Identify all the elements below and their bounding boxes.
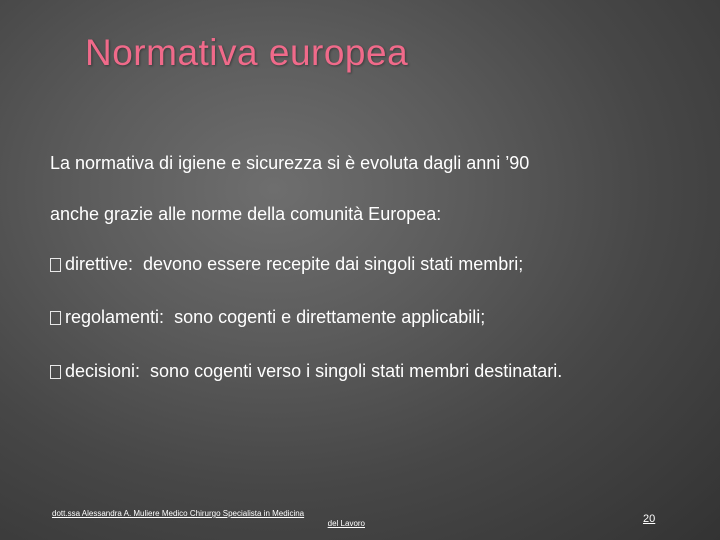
footer-line-2: del Lavoro bbox=[327, 519, 365, 528]
bullet-box-icon bbox=[50, 258, 61, 272]
slide-title: Normativa europea bbox=[85, 32, 409, 73]
footer-author-link[interactable] bbox=[52, 509, 365, 529]
bullet-item-decisioni bbox=[50, 361, 562, 382]
bullet-item-regolamenti bbox=[50, 307, 485, 328]
bullet-box-icon bbox=[50, 365, 61, 379]
bullet-box-icon bbox=[50, 311, 61, 325]
bullet-text: devono essere recepite dai singoli stati membri; bbox=[143, 254, 524, 274]
footer-line-1: dott.ssa Alessandra A. Muliere Medico Chirurgo Specialista in Medicina bbox=[52, 509, 305, 518]
intro-line-2: anche grazie alle norme della comunità Europea: bbox=[50, 204, 442, 224]
bullet-text: sono cogenti e direttamente applicabili; bbox=[174, 307, 486, 327]
bullet-term: decisioni: bbox=[65, 361, 141, 381]
bullet-text: sono cogenti verso i singoli stati membri destinatari. bbox=[150, 361, 563, 381]
bullet-term: regolamenti: bbox=[65, 307, 165, 327]
bullet-item-direttive bbox=[50, 254, 523, 275]
bullet-term: direttive: bbox=[65, 254, 134, 274]
page-number-link[interactable]: 20 bbox=[643, 513, 656, 525]
intro-line-1: La normativa di igiene e sicurezza si è evoluta dagli anni ’90 bbox=[50, 153, 530, 173]
